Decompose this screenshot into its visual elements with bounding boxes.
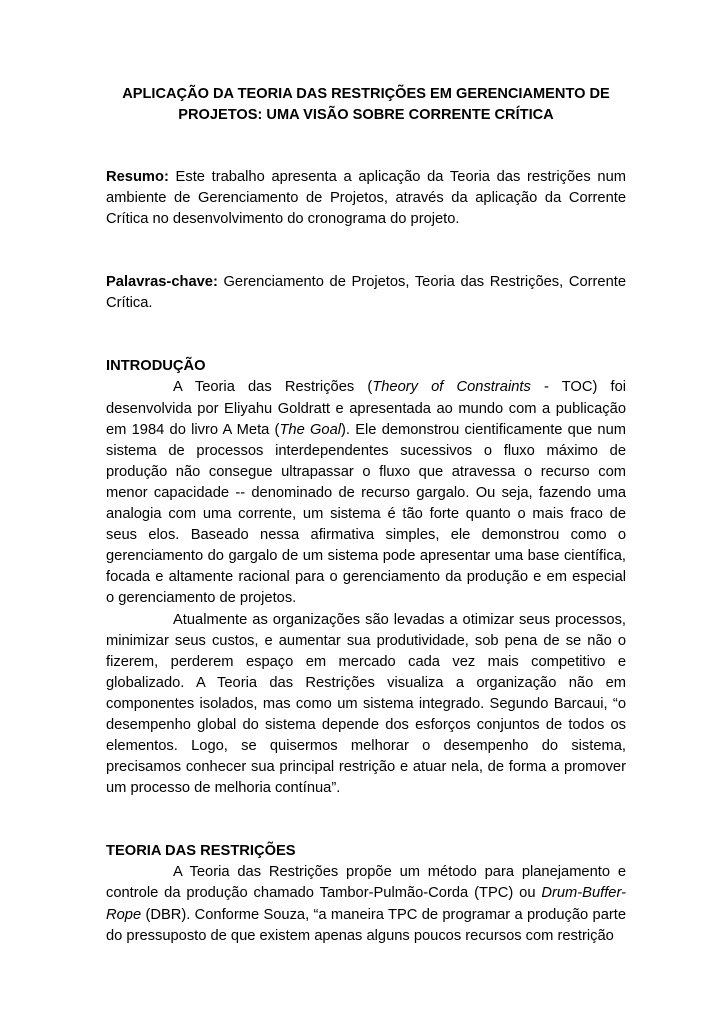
intro-p1-text-a: A Teoria das Restrições ( xyxy=(173,379,373,396)
document-title: APLICAÇÃO DA TEORIA DAS RESTRIÇÕES EM GERENCIAMENTO DE PROJETOS: UMA VISÃO SOBRE CORRENTE CRÍTICA xyxy=(122,86,610,123)
keywords-text: Gerenciamento de Projetos, Teoria das Restrições, Corrente Crítica. xyxy=(106,274,626,312)
abstract-label: Resumo: xyxy=(106,169,169,185)
keywords-label: Palavras-chave: xyxy=(106,274,218,291)
intro-p1-text-b: - TOC) foi desenvolvida por Eliyahu Goldratt e apresentada ao mundo com a publicação em 1984 do livro A Meta ( xyxy=(106,379,627,438)
document-page xyxy=(106,84,626,947)
introduction-paragraph-1 xyxy=(106,377,626,609)
introduction-paragraph-2: Atualmente as organizações são levadas a otimizar seus processos, minimizar seus custos, e aumentar sua produtividade, sob pena de se não o fizerem, perderem espaço em mercado cada vez mais competitivo e globalizado. A Teoria das Restrições visualiza a organização não em componentes isolados, mas como um sistema integrado. Segundo Barcaui, “o desempenho global do sistema depende dos esforços conjuntos de todos os elementos. Logo, se quisermos melhorar o desempenho do sistema, precisamos conhecer sua principal restrição e atuar nela, de forma a promover um processo de melhoria contínua”. xyxy=(106,611,626,797)
toc-section-heading: TEORIA DAS RESTRIÇÕES xyxy=(106,843,296,860)
introduction-heading: INTRODUÇÃO xyxy=(106,358,206,375)
intro-p1-text-c: ). Ele demonstrou cientificamente que num sistema de processos interdependentes sucessivos o fluxo máximo de produção não consegue ultrapassar o fluxo que atravessa o recurso com menor capacidade -- denominado de recurso gargalo. Ou seja, fazendo uma analogia com uma corrente, um sistema é tão forte quanto o mais fraco de seus elos. Baseado nessa afirmativa simples, ele demonstrou como o gerenciamento do gargalo de um sistema pode apresentar uma base científica, focada e altamente racional para o gerenciamento da produção e em especial o gerenciamento de projetos. xyxy=(106,421,626,607)
intro-p1-emphasis-goal: The Goal xyxy=(279,421,342,438)
abstract-text: Este trabalho apresenta a aplicação da Teoria das restrições num ambiente de Gerenciamento de Projetos, através da aplicação da Corrente Crítica no desenvolvimento do cronograma do projeto. xyxy=(106,169,626,228)
toc-p1-text-b: (DBR). Conforme Souza, “a maneira TPC de programar a produção parte do pressuposto de que existem apenas alguns poucos recursos com restrição xyxy=(106,906,626,944)
intro-p1-emphasis-theory: Theory of Constraints xyxy=(372,379,531,396)
toc-p1-text-a: A Teoria das Restrições propõe um método para planejamento e controle da produção chamado Tambor-Pulmão-Corda (TPC) ou xyxy=(106,864,626,902)
keywords-paragraph xyxy=(106,272,626,314)
abstract-paragraph xyxy=(106,167,626,230)
toc-p1-emphasis-dbr: Drum-Buffer-Rope xyxy=(106,885,626,923)
toc-section-paragraph-1 xyxy=(106,862,626,946)
